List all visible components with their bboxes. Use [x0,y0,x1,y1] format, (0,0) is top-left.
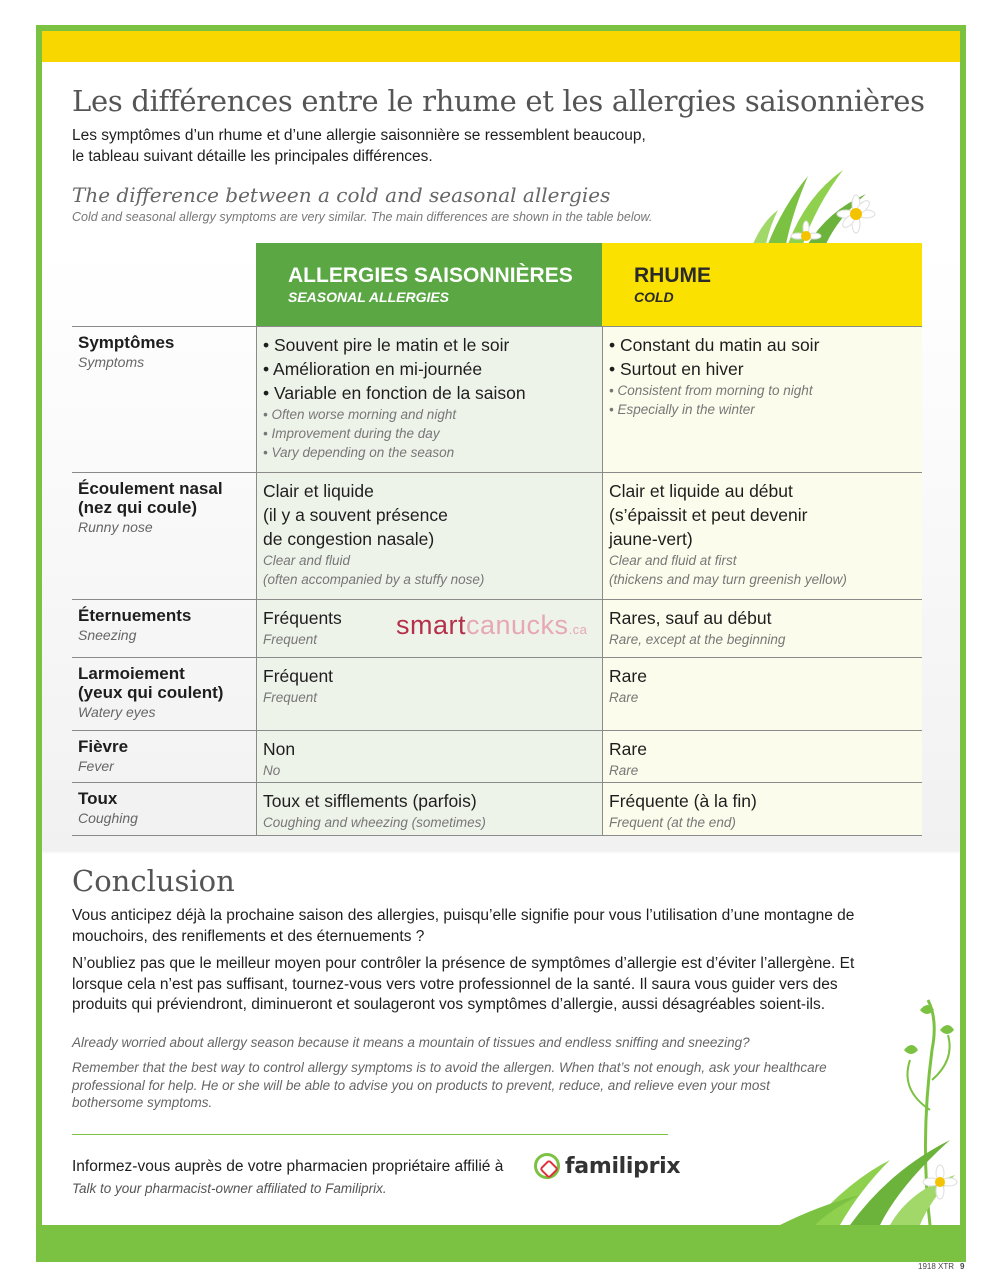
header-allergies-fr: ALLERGIES SAISONNIÈRES [288,264,573,287]
allergy-value-en: Frequent [263,632,318,647]
allergy-cell [256,658,602,731]
cold-cell [602,783,922,836]
table-row-runny-nose [72,472,922,600]
row-label-en: Fever [78,758,114,774]
cold-value-fr: Rare [609,739,647,759]
plant-flower-icon [780,990,960,1225]
watermark-part-2: canucks [466,610,569,640]
watermark-part-1: smart [396,610,466,640]
row-label-en: Symptoms [78,354,145,370]
cold-value-en: • Consistent from morning to night • Especially in the winter [609,383,813,417]
page-number: 9 [960,1262,965,1271]
row-label-fr: Toux [78,789,118,808]
row-label-en: Coughing [78,810,138,826]
allergy-value-en: Coughing and wheezing (sometimes) [263,815,486,830]
allergy-cell [256,731,602,783]
allergy-value-en: Clear and fluid (often accompanied by a stuffy nose) [263,553,485,587]
conclusion-title: Conclusion [72,864,235,898]
cold-cell [602,658,922,731]
footer-text-fr: Informez-vous auprès de votre pharmacien propriétaire affilié à [72,1158,504,1175]
page-title-fr: Les différences entre le rhume et les allergies saisonnières [72,84,925,118]
row-label-fr: Éternuements [78,606,192,625]
page-title-en: The difference between a cold and seasonal allergies [72,183,611,207]
row-label-en: Runny nose [78,519,153,535]
header-seasonal-allergies [256,243,602,326]
allergy-value-en: Frequent [263,690,318,705]
row-label [72,731,256,783]
familiprix-heart-icon [534,1153,560,1179]
allergy-value-fr: Clair et liquide (il y a souvent présence de congestion nasale) [263,481,448,549]
cold-cell [602,731,922,783]
row-label [72,600,256,658]
table-bottom-border [72,835,922,836]
header-cold-fr: RHUME [634,264,711,287]
row-label [72,327,256,473]
allergy-cell [256,783,602,836]
footer-separator [72,1134,668,1135]
intro-fr-line-1: Les symptômes d’un rhume et d’une allergie saisonnière se ressemblent beaucoup, [72,127,646,144]
conclusion-en-2: Remember that the best way to control allergy symptoms is to avoid the allergen. When that’s not enough, ask your healthcare professional for help. He or she will be able to advise you on products to prevent, reduce, and relieve even your most bothersome symptoms. [72,1060,827,1110]
allergy-value-fr: Non [263,739,296,759]
cold-cell [602,473,922,600]
header-allergies-en: SEASONAL ALLERGIES [288,289,450,305]
allergy-value-en: • Often worse morning and night • Improvement during the day • Vary depending on the season [263,407,457,460]
publication-code: 1918 XTR [918,1262,955,1271]
row-label-en: Watery eyes [78,704,156,720]
allergy-value-fr: • Souvent pire le matin et le soir • Amélioration en mi-journée • Variable en fonction de la saison [263,335,526,403]
row-label [72,473,256,600]
cold-value-en: Rare [609,690,639,705]
cold-value-en: Rare, except at the beginning [609,632,786,647]
allergy-value-fr: Fréquent [263,666,334,686]
cold-value-fr: • Constant du matin au soir • Surtout en hiver [609,335,820,379]
page-reference [918,1262,964,1271]
row-label-fr: Symptômes [78,333,175,352]
header-cold-en: COLD [634,289,674,305]
allergy-value-fr: Toux et sifflements (parfois) [263,791,477,811]
table-row-watery-eyes [72,657,922,731]
allergy-cell [256,473,602,600]
cold-value-en: Rare [609,763,639,778]
conclusion-paragraph-2: N’oubliez pas que le meilleur moyen pour contrôler la présence de symptômes d’allergie est d’éviter l’allergène. Et lorsque cela n’est pas suffisant, tournez-vous vers votre professionnel de la santé. Il saura vous guider vers des produits qui préviendront, diminueront et soulageront vos symptômes d’allergie, aussi désagréables soient-ils. [72,955,855,1013]
cold-cell [602,600,922,658]
intro-en: Cold and seasonal allergy symptoms are very similar. The main differences are shown in the table below. [72,210,653,224]
table-row-fever [72,730,922,783]
daisy-grass-icon [748,166,888,244]
row-label-en: Sneezing [78,627,137,643]
row-label [72,783,256,836]
watermark-part-3: .ca [568,622,588,637]
intro-fr [72,125,712,167]
cold-value-en: Clear and fluid at first (thickens and may turn greenish yellow) [609,553,847,587]
allergy-value-en: No [263,763,281,778]
allergy-value-fr: Fréquents [263,608,342,628]
cold-value-fr: Rare [609,666,647,686]
row-label [72,658,256,731]
row-label-fr: Écoulement nasal (nez qui coule) [78,479,223,517]
top-yellow-bar [42,31,960,62]
conclusion-paragraph-1: Vous anticipez déjà la prochaine saison des allergies, puisqu’elle signifie pour vous l’utilisation d’une montagne de mouchoirs, des reniflements et des éternuements ? [72,907,855,945]
familiprix-logo-text: familiprix [565,1153,681,1179]
watermark [396,610,587,641]
cold-value-en: Frequent (at the end) [609,815,736,830]
cold-value-fr: Rares, sauf au début [609,608,772,628]
intro-fr-line-2: le tableau suivant détaille les principales différences. [72,148,433,165]
header-cold [602,243,922,326]
row-label-fr: Fièvre [78,737,129,756]
table-row-coughing [72,782,922,836]
table-row-symptoms [72,326,922,473]
cold-value-fr: Fréquente (à la fin) [609,791,757,811]
familiprix-logo [534,1153,680,1179]
cold-value-fr: Clair et liquide au début (s’épaissit et peut devenir jaune-vert) [609,481,808,549]
row-label-fr: Larmoiement (yeux qui coulent) [78,664,224,702]
allergy-cell [256,327,602,473]
footer-text-en: Talk to your pharmacist-owner affiliated to Familiprix. [72,1181,387,1196]
cold-cell [602,327,922,473]
bottom-green-bar [42,1225,960,1256]
conclusion-en-1: Already worried about allergy season because it means a mountain of tissues and endless sniffing and sneezing? [72,1035,750,1050]
